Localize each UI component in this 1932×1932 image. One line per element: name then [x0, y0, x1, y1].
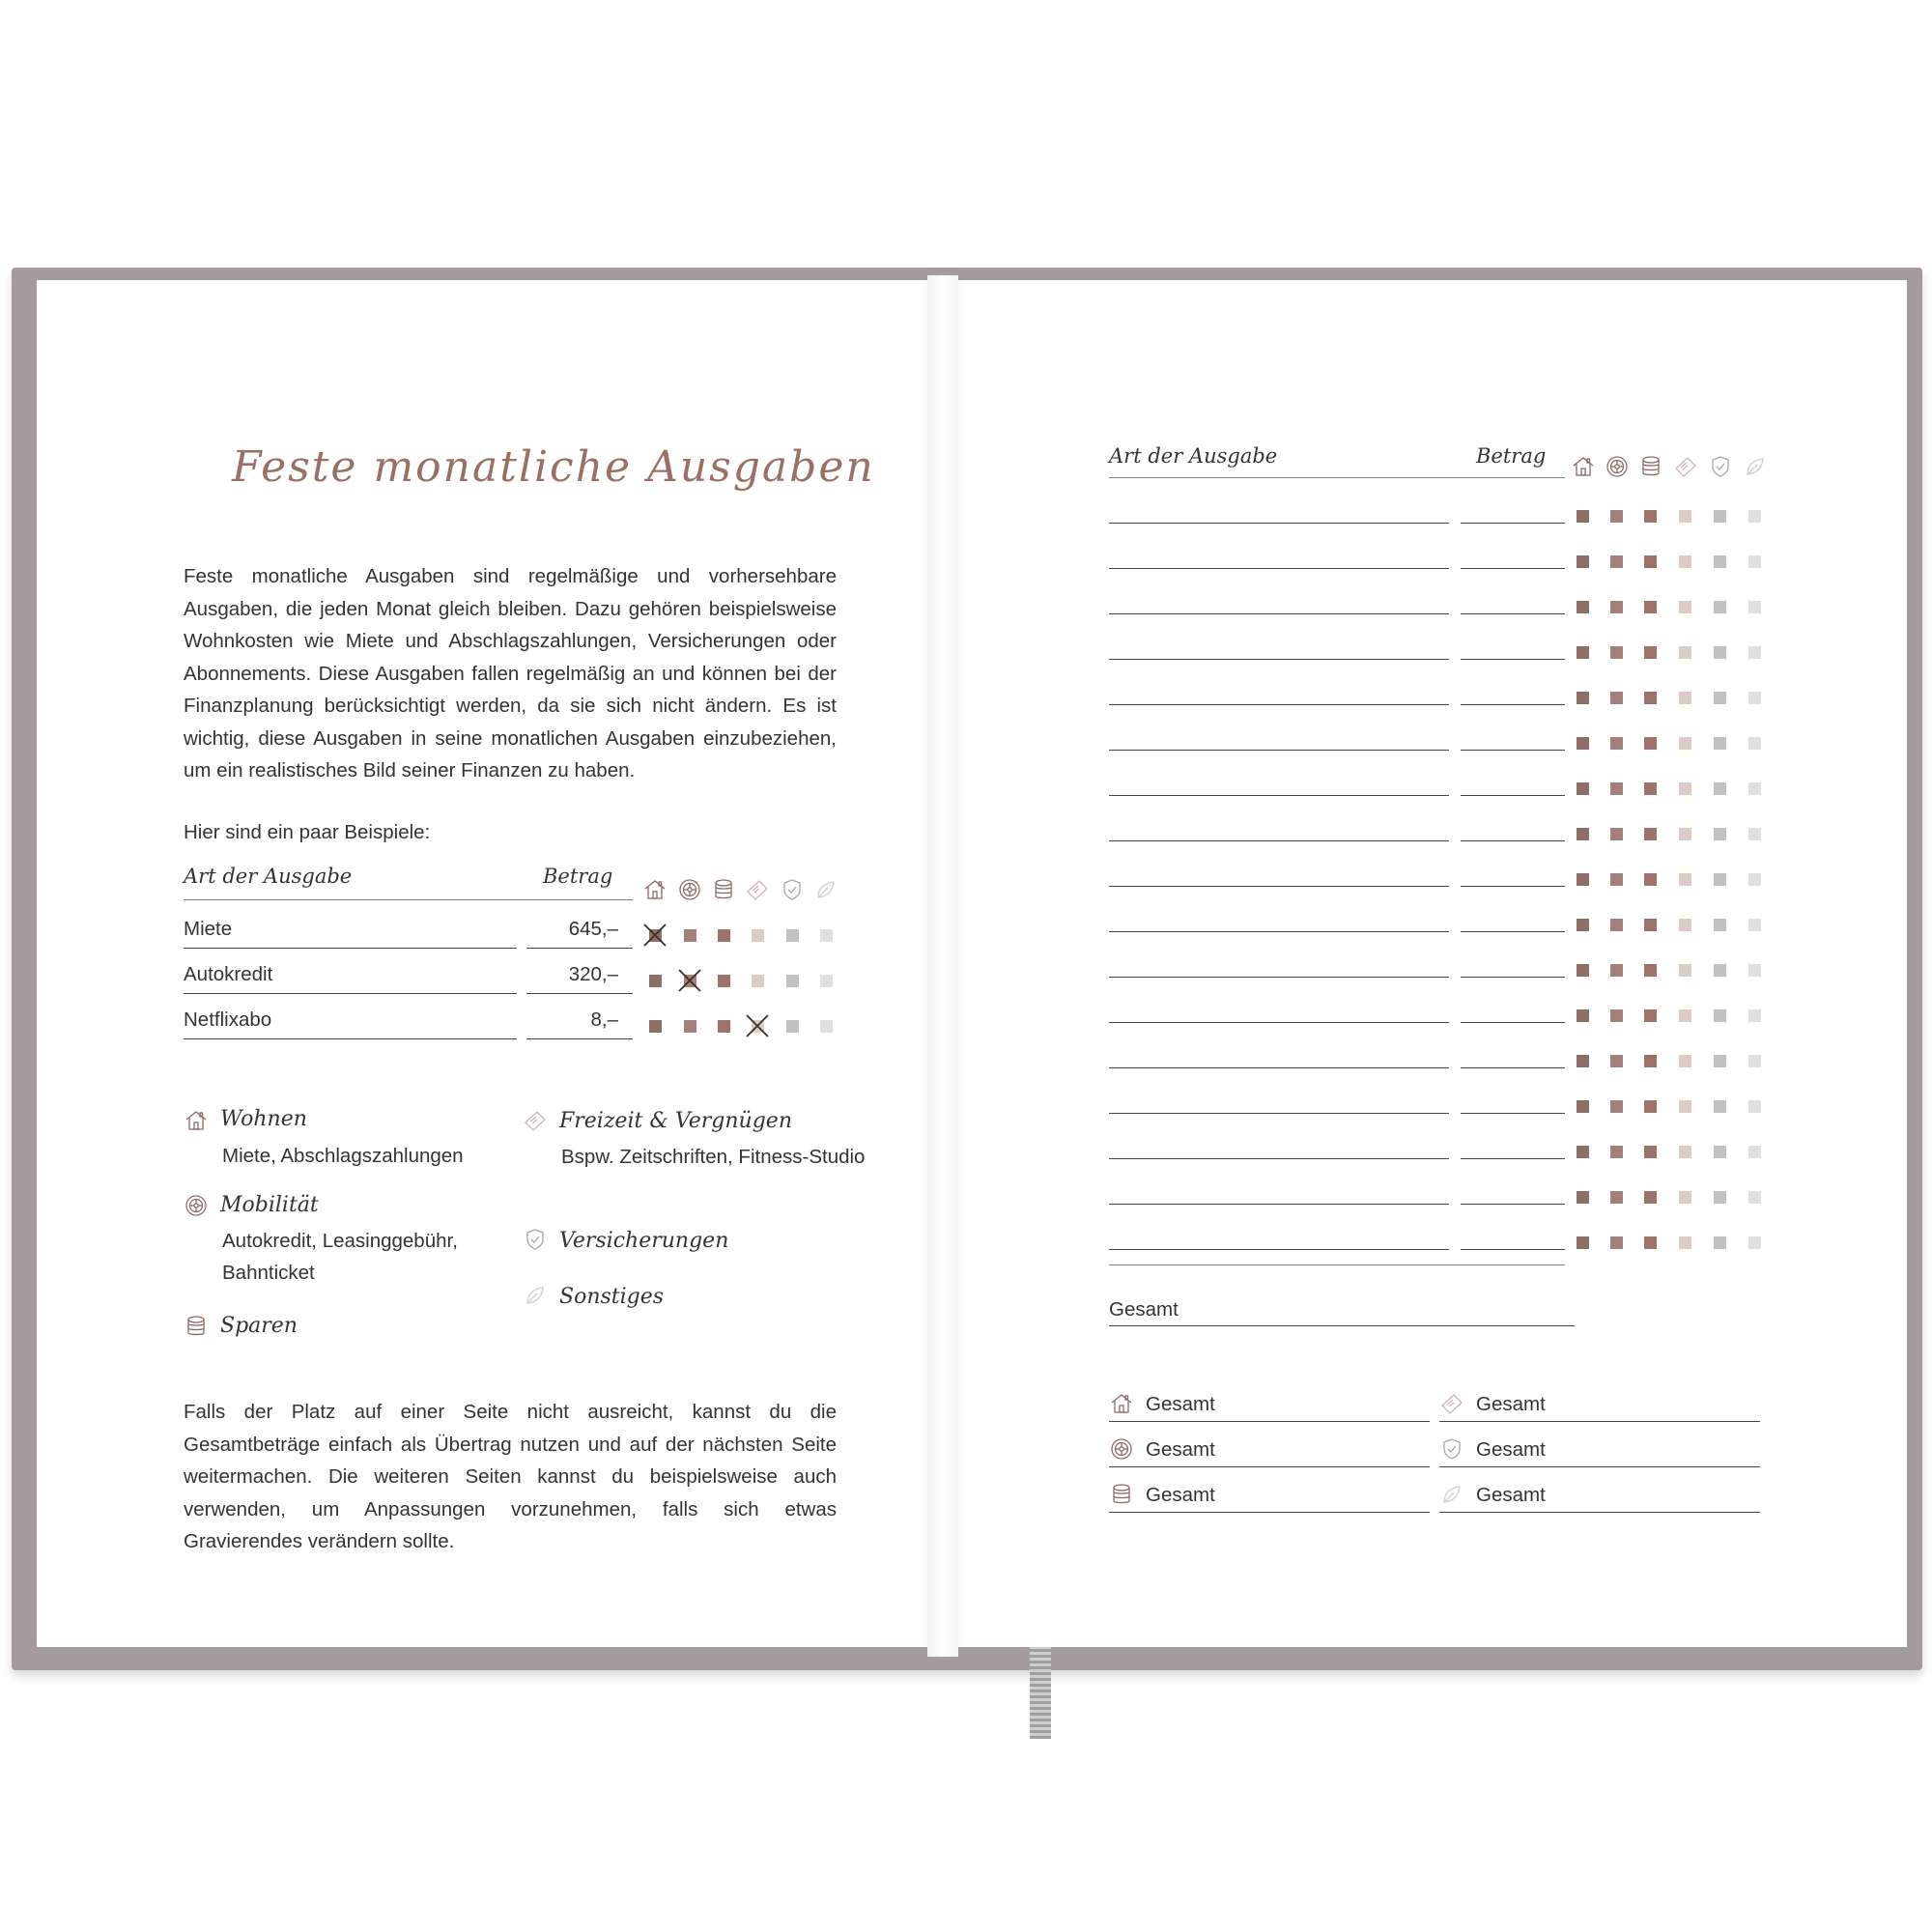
- category-checkbox[interactable]: [1644, 919, 1657, 931]
- category-checkbox[interactable]: [718, 1020, 730, 1033]
- form-header-rule: [1109, 477, 1565, 478]
- category-checkbox[interactable]: [1610, 510, 1623, 523]
- expense-amount-field[interactable]: [1461, 659, 1565, 660]
- expense-amount-field[interactable]: [1461, 1158, 1565, 1159]
- category-checkbox[interactable]: [1610, 1009, 1623, 1022]
- category-checkbox[interactable]: [1644, 510, 1657, 523]
- category-checkbox[interactable]: [1748, 555, 1761, 568]
- category-checkbox[interactable]: [1679, 601, 1691, 613]
- leaf-icon: [813, 877, 838, 902]
- category-checkbox[interactable]: [1748, 510, 1761, 523]
- ribbon-bookmark: [1030, 1647, 1051, 1739]
- category-total-label: Gesamt: [1476, 1438, 1546, 1461]
- expense-name-field[interactable]: [1109, 1022, 1449, 1023]
- category-checkbox[interactable]: [786, 1020, 799, 1033]
- expense-name-field[interactable]: [1109, 568, 1449, 569]
- shield-icon: [523, 1227, 548, 1252]
- category-checkbox[interactable]: [1714, 1100, 1726, 1113]
- category-checkbox[interactable]: [718, 929, 730, 942]
- check-x-mark: [676, 967, 703, 994]
- category-checkbox[interactable]: [1577, 1191, 1589, 1204]
- example-amount-rule: [526, 948, 633, 949]
- form-col-amount-header: Betrag: [1476, 444, 1547, 468]
- category-checkbox[interactable]: [1748, 782, 1761, 795]
- category-checkbox[interactable]: [1577, 964, 1589, 977]
- grand-total-label: Gesamt: [1109, 1298, 1179, 1321]
- category-checkbox[interactable]: [1714, 782, 1726, 795]
- category-checkbox[interactable]: [1714, 873, 1726, 886]
- category-checkbox[interactable]: [1577, 601, 1589, 613]
- category-checkbox[interactable]: [1610, 828, 1623, 840]
- expense-amount-field[interactable]: [1461, 568, 1565, 569]
- category-checkbox[interactable]: [684, 929, 696, 942]
- category-total-label: Gesamt: [1476, 1393, 1546, 1415]
- example-name-rule: [184, 948, 517, 949]
- expense-name-field[interactable]: [1109, 704, 1449, 705]
- expense-amount-field[interactable]: [1461, 613, 1565, 614]
- shield-icon: [780, 877, 805, 902]
- category-checkbox[interactable]: [1748, 1009, 1761, 1022]
- category-checkbox[interactable]: [1679, 1009, 1691, 1022]
- wheel-icon: [1605, 454, 1630, 479]
- example-col-amount-header: Betrag: [543, 865, 613, 888]
- category-checkbox[interactable]: [752, 975, 764, 987]
- expense-amount-field[interactable]: [1461, 1204, 1565, 1205]
- category-checkbox[interactable]: [1714, 692, 1726, 704]
- category-checkbox[interactable]: [1679, 1191, 1691, 1204]
- category-checkbox[interactable]: [1644, 828, 1657, 840]
- legend-title: Freizeit & Vergnügen: [559, 1109, 792, 1133]
- category-checkbox[interactable]: [1679, 692, 1691, 704]
- coins-icon: [711, 877, 736, 902]
- coins-icon: [1109, 1482, 1134, 1507]
- category-total-label: Gesamt: [1146, 1438, 1215, 1461]
- ticket-icon: [1673, 454, 1698, 479]
- category-checkbox[interactable]: [1644, 737, 1657, 750]
- category-checkbox[interactable]: [1679, 1146, 1691, 1158]
- category-checkbox[interactable]: [1644, 964, 1657, 977]
- category-checkbox[interactable]: [1679, 737, 1691, 750]
- grand-total-field[interactable]: [1109, 1325, 1575, 1326]
- category-total-label: Gesamt: [1476, 1484, 1546, 1506]
- ticket-icon: [745, 877, 770, 902]
- book-gutter: [927, 275, 958, 1657]
- category-checkbox[interactable]: [1610, 1236, 1623, 1249]
- example-header-rule: [184, 899, 633, 900]
- category-checkbox[interactable]: [1748, 919, 1761, 931]
- expense-amount-field[interactable]: [1461, 886, 1565, 887]
- category-checkbox[interactable]: [1577, 692, 1589, 704]
- expense-amount-field[interactable]: [1461, 750, 1565, 751]
- legend-title: Sparen: [220, 1314, 298, 1338]
- expense-amount-field[interactable]: [1461, 704, 1565, 705]
- legend-description: Miete, Abschlagszahlungen: [222, 1145, 464, 1167]
- category-checkbox[interactable]: [1644, 1055, 1657, 1067]
- leaf-icon: [1743, 454, 1768, 479]
- house-icon: [1109, 1391, 1134, 1416]
- expense-amount-field[interactable]: [1461, 1067, 1565, 1068]
- legend-title: Wohnen: [220, 1107, 307, 1131]
- leaf-icon: [523, 1283, 548, 1308]
- coins-icon: [1638, 454, 1663, 479]
- category-checkbox[interactable]: [1714, 828, 1726, 840]
- category-checkbox[interactable]: [1714, 601, 1726, 613]
- category-checkbox[interactable]: [820, 929, 833, 942]
- wheel-icon: [184, 1193, 209, 1218]
- category-checkbox[interactable]: [1679, 873, 1691, 886]
- category-checkbox[interactable]: [1748, 828, 1761, 840]
- form-col-type-header: Art der Ausgabe: [1109, 444, 1278, 468]
- expense-name-field[interactable]: [1109, 931, 1449, 932]
- category-checkbox[interactable]: [1748, 692, 1761, 704]
- category-checkbox[interactable]: [1679, 1100, 1691, 1113]
- category-checkbox[interactable]: [1714, 919, 1726, 931]
- category-checkbox[interactable]: [1679, 555, 1691, 568]
- category-checkbox[interactable]: [1714, 555, 1726, 568]
- category-checkbox[interactable]: [1644, 782, 1657, 795]
- coins-icon: [184, 1314, 209, 1339]
- category-checkbox[interactable]: [1714, 1146, 1726, 1158]
- category-checkbox[interactable]: [1748, 1191, 1761, 1204]
- house-icon: [184, 1108, 209, 1133]
- category-checkbox[interactable]: [1577, 1146, 1589, 1158]
- category-checkbox[interactable]: [1748, 1146, 1761, 1158]
- category-checkbox[interactable]: [1610, 1146, 1623, 1158]
- category-checkbox[interactable]: [1610, 1055, 1623, 1067]
- category-checkbox[interactable]: [1679, 782, 1691, 795]
- example-amount-rule: [526, 1038, 633, 1039]
- category-checkbox[interactable]: [1610, 964, 1623, 977]
- leaf-icon: [1439, 1482, 1464, 1507]
- category-checkbox[interactable]: [1748, 601, 1761, 613]
- category-checkbox[interactable]: [1644, 1236, 1657, 1249]
- category-checkbox[interactable]: [1577, 1055, 1589, 1067]
- category-checkbox[interactable]: [1679, 510, 1691, 523]
- category-checkbox[interactable]: [649, 975, 662, 987]
- wheel-icon: [677, 877, 702, 902]
- category-checkbox[interactable]: [1644, 873, 1657, 886]
- category-checkbox[interactable]: [1577, 1236, 1589, 1249]
- expense-amount-field[interactable]: [1461, 795, 1565, 796]
- example-name-rule: [184, 993, 517, 994]
- category-checkbox[interactable]: [786, 929, 799, 942]
- expense-name-field[interactable]: [1109, 523, 1449, 524]
- category-checkbox[interactable]: [1610, 692, 1623, 704]
- example-col-type-header: Art der Ausgabe: [184, 865, 353, 888]
- legend-title: Mobilität: [220, 1193, 319, 1217]
- examples-intro: Hier sind ein paar Beispiele:: [184, 821, 431, 843]
- check-x-mark: [641, 922, 668, 949]
- category-checkbox[interactable]: [1714, 964, 1726, 977]
- category-checkbox[interactable]: [1610, 1191, 1623, 1204]
- category-checkbox[interactable]: [1714, 1236, 1726, 1249]
- category-checkbox[interactable]: [1577, 873, 1589, 886]
- check-x-mark: [744, 1012, 771, 1039]
- category-checkbox[interactable]: [718, 975, 730, 987]
- expense-name-field[interactable]: [1109, 1067, 1449, 1068]
- expense-amount-field[interactable]: [1461, 1022, 1565, 1023]
- shield-icon: [1439, 1436, 1464, 1462]
- category-checkbox[interactable]: [1577, 555, 1589, 568]
- category-checkbox[interactable]: [684, 1020, 696, 1033]
- category-checkbox[interactable]: [1610, 919, 1623, 931]
- category-total-field[interactable]: [1109, 1421, 1430, 1422]
- category-checkbox[interactable]: [1644, 646, 1657, 659]
- category-checkbox[interactable]: [1679, 919, 1691, 931]
- category-checkbox[interactable]: [1610, 873, 1623, 886]
- category-checkbox[interactable]: [1644, 1100, 1657, 1113]
- category-total-field[interactable]: [1109, 1466, 1430, 1467]
- example-amount: 8,–: [590, 1009, 618, 1031]
- expense-name-field[interactable]: [1109, 886, 1449, 887]
- example-name-rule: [184, 1038, 517, 1039]
- house-icon: [642, 877, 668, 902]
- category-checkbox[interactable]: [1577, 1009, 1589, 1022]
- category-checkbox[interactable]: [1610, 601, 1623, 613]
- example-amount-rule: [526, 993, 633, 994]
- category-checkbox[interactable]: [1644, 692, 1657, 704]
- category-checkbox[interactable]: [1679, 828, 1691, 840]
- category-total-field[interactable]: [1439, 1466, 1760, 1467]
- wheel-icon: [1109, 1436, 1134, 1462]
- category-checkbox[interactable]: [1748, 646, 1761, 659]
- category-checkbox[interactable]: [1577, 782, 1589, 795]
- category-checkbox[interactable]: [1577, 1100, 1589, 1113]
- category-checkbox[interactable]: [1577, 919, 1589, 931]
- category-checkbox[interactable]: [1748, 737, 1761, 750]
- example-amount: 320,–: [568, 963, 618, 985]
- category-checkbox[interactable]: [1679, 1236, 1691, 1249]
- category-checkbox[interactable]: [1577, 510, 1589, 523]
- category-checkbox[interactable]: [1679, 646, 1691, 659]
- category-checkbox[interactable]: [1714, 1009, 1726, 1022]
- page-title: Feste monatliche Ausgaben: [232, 442, 875, 492]
- expense-name-field[interactable]: [1109, 1158, 1449, 1159]
- ticket-icon: [1439, 1391, 1464, 1416]
- expense-name-field[interactable]: [1109, 613, 1449, 614]
- expense-amount-field[interactable]: [1461, 1113, 1565, 1114]
- category-checkbox[interactable]: [1644, 555, 1657, 568]
- category-checkbox[interactable]: [1748, 1055, 1761, 1067]
- category-checkbox[interactable]: [649, 1020, 662, 1033]
- category-checkbox[interactable]: [1714, 1055, 1726, 1067]
- expense-amount-field[interactable]: [1461, 931, 1565, 932]
- category-checkbox[interactable]: [1577, 828, 1589, 840]
- expense-amount-field[interactable]: [1461, 523, 1565, 524]
- expense-name-field[interactable]: [1109, 1249, 1449, 1250]
- category-checkbox[interactable]: [1748, 873, 1761, 886]
- category-checkbox[interactable]: [1610, 1100, 1623, 1113]
- expense-name-field[interactable]: [1109, 840, 1449, 841]
- category-checkbox[interactable]: [1748, 1100, 1761, 1113]
- category-checkbox[interactable]: [786, 975, 799, 987]
- category-checkbox[interactable]: [1610, 646, 1623, 659]
- category-checkbox[interactable]: [1610, 555, 1623, 568]
- category-total-label: Gesamt: [1146, 1393, 1215, 1415]
- ticket-icon: [523, 1108, 548, 1133]
- category-checkbox[interactable]: [1577, 646, 1589, 659]
- example-amount: 645,–: [568, 918, 618, 940]
- category-checkbox[interactable]: [1748, 964, 1761, 977]
- expense-name-field[interactable]: [1109, 977, 1449, 978]
- category-total-field[interactable]: [1439, 1512, 1760, 1513]
- category-checkbox[interactable]: [1748, 1236, 1761, 1249]
- expense-name-field[interactable]: [1109, 795, 1449, 796]
- category-checkbox[interactable]: [1610, 782, 1623, 795]
- intro-paragraph: Feste monatliche Ausgaben sind regelmäßige und vorhersehbare Ausgaben, die jeden Monat gleich bleiben. Dazu gehören beispielsweise Wohnkosten wie Miete und Abschlagszahlungen, Versicherungen oder Abonnements. Diese Ausgaben fallen regelmäßig an und können bei der Finanzplanung berücksichtigt werden, da sie sich nicht ändern. Es ist wichtig, diese Ausgaben in seine monatlichen Ausgaben einzubeziehen, um ein realistisches Bild seiner Finanzen zu haben.: [184, 565, 837, 781]
- expense-name-field[interactable]: [1109, 1204, 1449, 1205]
- expense-amount-field[interactable]: [1461, 977, 1565, 978]
- legend-title: Sonstiges: [559, 1285, 665, 1309]
- category-checkbox[interactable]: [1714, 1191, 1726, 1204]
- category-total-label: Gesamt: [1146, 1484, 1215, 1506]
- category-checkbox[interactable]: [752, 929, 764, 942]
- category-checkbox[interactable]: [1714, 646, 1726, 659]
- expense-name-field[interactable]: [1109, 750, 1449, 751]
- example-name: Miete: [184, 918, 233, 940]
- category-checkbox[interactable]: [1644, 1146, 1657, 1158]
- category-checkbox[interactable]: [1644, 1191, 1657, 1204]
- category-checkbox[interactable]: [1714, 510, 1726, 523]
- house-icon: [1571, 454, 1596, 479]
- right-page: [949, 280, 1907, 1647]
- expense-name-field[interactable]: [1109, 1113, 1449, 1114]
- expense-name-field[interactable]: [1109, 659, 1449, 660]
- expense-amount-field[interactable]: [1461, 840, 1565, 841]
- category-total-field[interactable]: [1439, 1421, 1760, 1422]
- category-checkbox[interactable]: [1644, 601, 1657, 613]
- category-checkbox[interactable]: [1679, 964, 1691, 977]
- category-checkbox[interactable]: [1714, 737, 1726, 750]
- category-checkbox[interactable]: [1610, 737, 1623, 750]
- category-checkbox[interactable]: [1577, 737, 1589, 750]
- example-name: Autokredit: [184, 963, 273, 985]
- expense-amount-field[interactable]: [1461, 1249, 1565, 1250]
- legend-title: Versicherungen: [559, 1229, 729, 1253]
- category-checkbox[interactable]: [1679, 1055, 1691, 1067]
- shield-icon: [1708, 454, 1733, 479]
- category-checkbox[interactable]: [820, 1020, 833, 1033]
- form-bottom-rule: [1109, 1264, 1565, 1265]
- legend-description: Autokredit, Leasinggebühr, Bahnticket: [222, 1230, 458, 1284]
- category-total-field[interactable]: [1109, 1512, 1430, 1513]
- legend-description: Bspw. Zeitschriften, Fitness-Studio: [561, 1146, 866, 1168]
- category-checkbox[interactable]: [1644, 1009, 1657, 1022]
- category-checkbox[interactable]: [820, 975, 833, 987]
- outro-paragraph: Falls der Platz auf einer Seite nicht ausreicht, kannst du die Gesamtbeträge einfach als Übertrag nutzen und auf der nächsten Seite weitermachen. Die weiteren Seiten kannst du beispielsweise auch verwenden, um Anpassungen vorzunehmen, falls sich etwas Gravierendes verändern sollte.: [184, 1401, 837, 1552]
- example-name: Netflixabo: [184, 1009, 272, 1031]
